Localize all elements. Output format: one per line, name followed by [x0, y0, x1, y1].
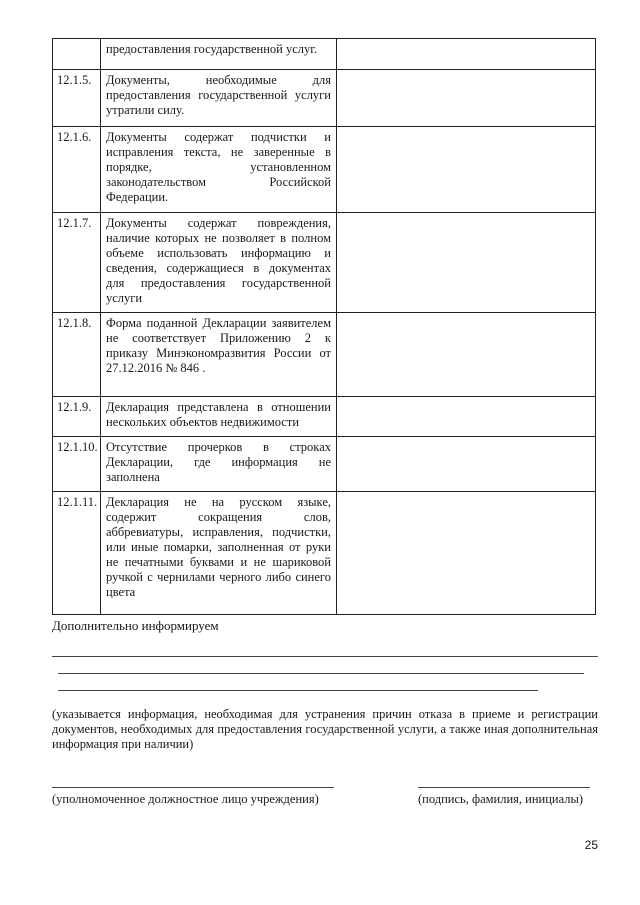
signature-label: (подпись, фамилия, инициалы)	[418, 792, 584, 806]
fill-line	[58, 673, 584, 674]
row-number: 12.1.7.	[53, 213, 101, 313]
row-description: Декларация представлена в отношении нескольких объектов недвижимости	[101, 397, 337, 437]
row-blank-cell	[337, 70, 596, 127]
row-blank-cell	[337, 127, 596, 213]
row-description: Документы содержат подчистки и исправления текста, не заверенные в порядке, установленном законодательством Российской Федерации.	[101, 127, 337, 213]
table-row	[53, 70, 596, 127]
explanation-note: (указывается информация, необходимая для устранения причин отказа в приеме и регистрации документов, необходимых для предоставления государственной услуги, а также иная дополнительная информация при наличии)	[52, 707, 598, 751]
fill-line	[58, 690, 538, 691]
fill-line	[52, 656, 598, 657]
row-blank-cell	[337, 492, 596, 615]
row-number: 12.1.11.	[53, 492, 101, 615]
table-row	[53, 127, 596, 213]
table-row	[53, 39, 596, 70]
table-row	[53, 492, 596, 615]
signature-line-left	[52, 787, 334, 788]
row-description: предоставления государственной услуг.	[101, 39, 337, 70]
page-number: 25	[584, 838, 598, 852]
row-description: Документы, необходимые для предоставления государственной услуги утратили силу.	[101, 70, 337, 127]
row-blank-cell	[337, 437, 596, 492]
row-number: 12.1.10.	[53, 437, 101, 492]
official-label: (уполномоченное должностное лицо учреждения)	[52, 792, 319, 806]
row-number	[53, 39, 101, 70]
row-description: Декларация не на русском языке, содержит сокращения слов, аббревиатуры, исправления, подчистки, или иные помарки, заполненная от руки не печатными буквами и не шариковой ручкой с чернилами черного либо синего цвета	[101, 492, 337, 615]
row-number: 12.1.6.	[53, 127, 101, 213]
table-row	[53, 397, 596, 437]
row-number: 12.1.9.	[53, 397, 101, 437]
row-description: Документы содержат повреждения, наличие которых не позволяет в полном объеме использовать информацию и сведения, содержащиеся в документах для предоставления государственной услуги	[101, 213, 337, 313]
additional-info-label: Дополнительно информируем	[52, 618, 219, 633]
row-blank-cell	[337, 313, 596, 397]
row-blank-cell	[337, 397, 596, 437]
table-row	[53, 437, 596, 492]
signature-line-right	[418, 787, 590, 788]
row-description: Отсутствие прочерков в строках Декларации, где информация не заполнена	[101, 437, 337, 492]
row-description: Форма поданной Декларации заявителем не соответствует Приложению 2 к приказу Минэкономразвития России от 27.12.2016 № 846 .	[101, 313, 337, 397]
row-blank-cell	[337, 39, 596, 70]
table-row	[53, 213, 596, 313]
table-row	[53, 313, 596, 397]
row-number: 12.1.8.	[53, 313, 101, 397]
row-number: 12.1.5.	[53, 70, 101, 127]
refusal-reasons-table	[52, 38, 596, 615]
row-blank-cell	[337, 213, 596, 313]
